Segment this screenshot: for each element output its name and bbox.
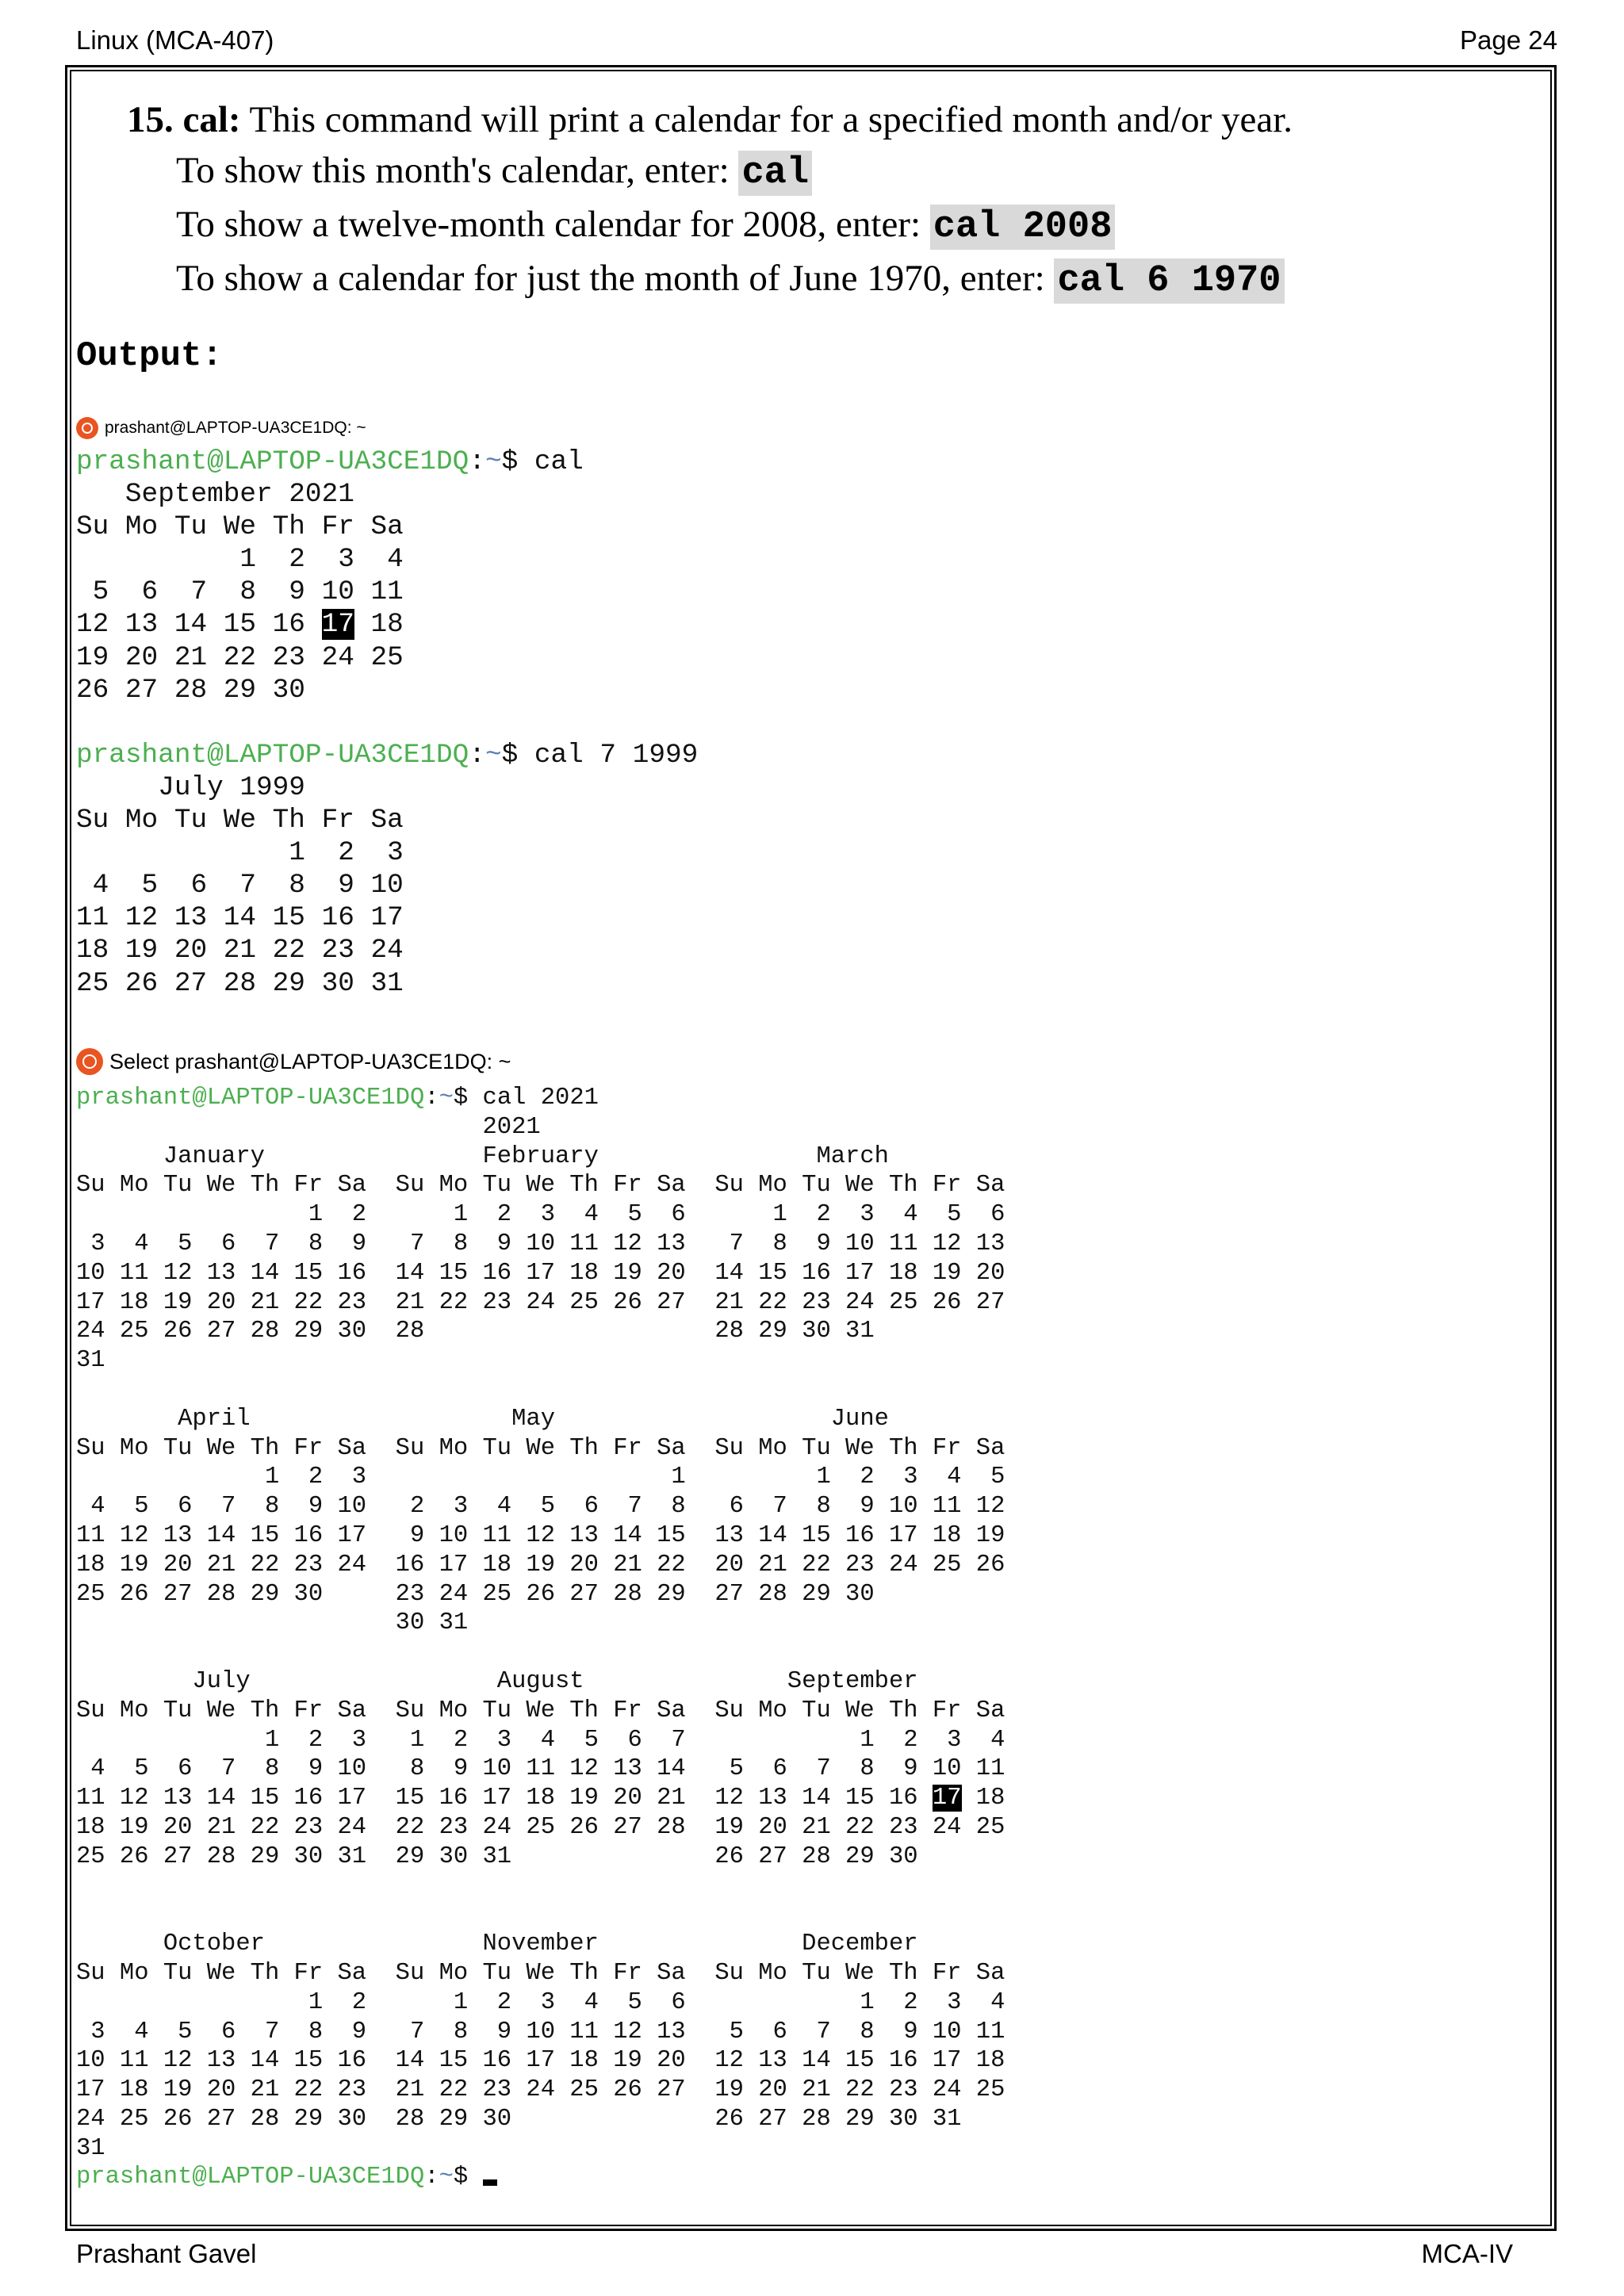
prompt-user: prashant@LAPTOP-UA3CE1DQ — [76, 739, 469, 771]
usage-code-3: cal 6 1970 — [1054, 258, 1284, 304]
usage-code-2: cal 2008 — [930, 205, 1116, 250]
header-course: Linux (MCA-407) — [76, 25, 274, 55]
terminal-window-title-2 — [76, 1048, 511, 1075]
calendar-today-highlight: 17 — [321, 609, 354, 641]
footer-author: Prashant Gavel — [76, 2239, 257, 2268]
prompt-user: prashant@LAPTOP-UA3CE1DQ — [76, 2164, 425, 2191]
calendar-sep-2021-title: September 2021 — [76, 479, 354, 511]
prompt-user: prashant@LAPTOP-UA3CE1DQ — [76, 446, 469, 477]
calendar-year-2021: 2021 January February March Su Mo Tu We Th Fr Sa Su Mo Tu We Th Fr Sa Su Mo Tu We Th Fr Sa 1 2 1 2 3 4 5 6 1 2 3 4 5 6 3 4 5 6 7 8 9 7 8 9 10 11 12 13 7 8 9 10 11 12 13 10 11 12 13 14 15 16 14 15 16 17 18 19 20 14 15 16 17 18 19 20 17 18 19 20 21 22 23 21 22 23 24 25 26 27 21 22 23 24 25 26 27 24 25 26 27 28 29 30 28 28 29 30 31 31 April May June Su Mo Tu We Th Fr Sa Su Mo Tu We Th Fr Sa Su Mo Tu We Th Fr Sa 1 2 3 1 1 2 3 4 5 4 5 6 7 8 9 10 2 3 4 5 6 7 8 6 7 8 9 10 11 12 11 12 13 14 15 16 17 9 10 11 12 13 14 15 13 14 15 16 17 18 19 18 19 20 21 22 23 24 16 17 18 19 20 21 22 20 21 22 23 24 25 26 25 26 27 28 29 30 23 24 25 26 27 28 29 27 28 29 30 30 31 July August September Su Mo Tu We Th Fr Sa Su Mo Tu We Th Fr Sa Su Mo Tu We Th Fr Sa 1 2 3 1 2 3 4 5 6 7 1 2 3 4 4 5 6 7 8 9 10 8 9 10 11 12 13 14 5 6 7 8 9 10 11 11 12 13 14 15 16 17 15 16 17 18 19 20 21 12 13 14 15 16 — [76, 1113, 1005, 1812]
terminal-title-text-2: Select prashant@LAPTOP-UA3CE1DQ: ~ — [109, 1049, 511, 1073]
prompt-dollar: $ — [501, 446, 519, 477]
ubuntu-icon — [76, 1048, 103, 1075]
footer-class: MCA-IV — [1421, 2239, 1513, 2268]
command-cal: cal — [518, 446, 584, 477]
usage-text-2: To show a twelve-month calendar for 2008, enter: — [176, 204, 930, 245]
prompt-path: ~ — [485, 739, 502, 771]
section-command: cal: — [182, 99, 241, 140]
calendar-days: 1 2 3 4 5 6 7 8 9 10 11 12 13 14 15 16 — [76, 544, 404, 641]
prompt-dollar: $ — [453, 2164, 469, 2191]
calendar-weekdays: Su Mo Tu We Th Fr Sa — [76, 511, 404, 543]
ubuntu-icon — [76, 417, 98, 439]
prompt-dollar: $ — [501, 739, 519, 771]
usage-line-3 — [176, 257, 1285, 302]
section-heading — [127, 98, 1293, 141]
terminal-output-1 — [76, 446, 698, 1000]
section-number: 15. — [127, 99, 174, 140]
prompt-path: ~ — [439, 2164, 454, 2191]
prompt-separator: : — [424, 1085, 439, 1112]
usage-line-1 — [176, 149, 812, 194]
output-label: Output: — [76, 336, 223, 376]
usage-line-2 — [176, 203, 1115, 248]
calendar-days-rest: 18 19 20 21 22 23 24 25 26 27 28 29 30 — [76, 609, 404, 706]
terminal-cursor — [483, 2179, 497, 2186]
prompt-dollar: $ — [453, 1085, 469, 1112]
prompt-user: prashant@LAPTOP-UA3CE1DQ — [76, 1085, 425, 1112]
terminal-window-title-1 — [76, 417, 366, 439]
usage-code-1: cal — [738, 151, 812, 196]
terminal-title-text-1: prashant@LAPTOP-UA3CE1DQ: ~ — [105, 419, 366, 437]
prompt-separator: : — [469, 739, 485, 771]
header-page-number: Page 24 — [1460, 25, 1557, 55]
calendar-year-2021-rest: 18 18 19 20 21 22 23 24 22 23 24 25 26 27 28 19 20 21 22 23 24 25 25 26 27 28 29 30 31 29 30 31 26 27 28 29 30 October November December Su Mo Tu We Th Fr Sa Su Mo Tu We Th Fr Sa Su Mo Tu We Th Fr Sa 1 2 1 2 3 4 5 6 1 2 3 4 3 4 5 6 7 8 9 7 8 9 10 11 12 13 5 6 7 8 9 10 11 10 11 12 13 14 15 16 14 15 16 17 18 19 20 12 13 14 15 16 17 18 17 18 19 20 21 22 23 21 22 23 24 25 26 27 19 20 21 22 23 24 25 24 25 26 27 28 29 30 28 29 30 26 27 28 29 30 31 31 — [76, 1785, 1005, 2162]
usage-text-3: To show a calendar for just the month of June 1970, enter: — [176, 258, 1055, 299]
prompt-path: ~ — [439, 1085, 454, 1112]
prompt-separator: : — [424, 2164, 439, 2191]
section-description: This command will print a calendar for a specified month and/or year. — [240, 99, 1293, 140]
command-cal-7-1999: cal 7 1999 — [518, 739, 699, 771]
prompt-path: ~ — [485, 446, 502, 477]
command-cal-2021: cal 2021 — [468, 1085, 599, 1112]
prompt-separator: : — [469, 446, 485, 477]
usage-text-1: To show this month's calendar, enter: — [176, 150, 739, 191]
terminal-output-2 — [76, 1084, 1005, 2192]
calendar-year-today-highlight: 17 — [932, 1785, 962, 1812]
calendar-july-1999: July 1999 Su Mo Tu We Th Fr Sa 1 2 3 4 5 6 7 8 9 10 11 12 13 14 15 16 17 18 19 20 21 22 23 24 25 26 27 28 29 30 31 — [76, 771, 404, 999]
